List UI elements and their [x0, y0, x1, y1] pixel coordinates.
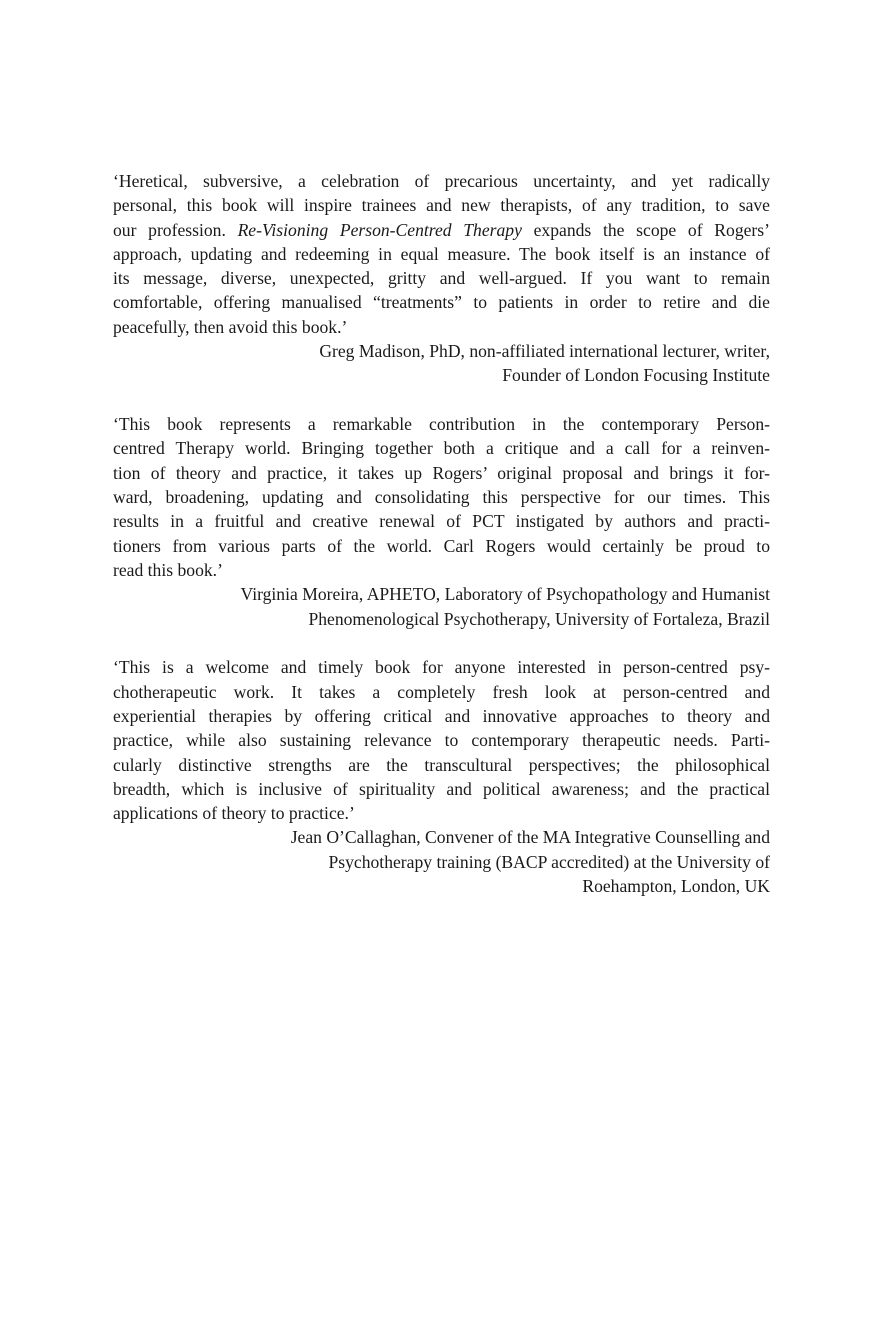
endorsement-madison	[113, 169, 770, 388]
quote-line: read this book.’	[113, 559, 223, 580]
endorsement-attribution	[113, 582, 770, 631]
quote-line: comfortable, offering manualised “treatments” to patients in order to retire and die	[113, 292, 770, 313]
quote-line: ‘Heretical, subversive, a celebration of precarious uncertainty, and yet radically	[113, 171, 770, 191]
quote-line: centred Therapy world. Bringing together both a critique and a call for a reinven-	[113, 438, 770, 459]
quote-line: ‘This book represents a remarkable contribution in the contemporary Person-	[113, 414, 770, 435]
attribution-line: Phenomenological Psychotherapy, University of Fortaleza, Brazil	[308, 608, 770, 629]
quote-line: practice, while also sustaining relevance to contemporary therapeutic needs. Parti-	[113, 730, 770, 751]
quote-line: experiential therapies by offering critical and innovative approaches to theory and	[113, 705, 770, 726]
quote-line: cularly distinctive strengths are the transcultural perspectives; the philosophical	[113, 754, 770, 775]
quote-line: chotherapeutic work. It takes a completely fresh look at person-centred and	[113, 681, 770, 702]
attribution-line: Psychotherapy training (BACP accredited) at the University of	[328, 851, 770, 872]
quote-line: approach, updating and redeeming in equal measure. The book itself is an instance of	[113, 243, 770, 264]
endorsement-moreira	[113, 412, 770, 631]
attribution-line: Founder of London Focusing Institute	[502, 365, 770, 386]
attribution-line: Greg Madison, PhD, non-affiliated international lecturer, writer,	[319, 341, 770, 362]
quote-line: tioners from various parts of the world. Carl Rogers would certainly be proud to	[113, 535, 770, 556]
endorsement-quote	[113, 655, 770, 825]
quote-line: ward, broadening, updating and consolidating this perspective for our times. This	[113, 487, 770, 508]
quote-line: its message, diverse, unexpected, gritty and well-argued. If you want to remain	[113, 268, 770, 289]
attribution-line: Jean O’Callaghan, Convener of the MA Integrative Counselling and	[290, 827, 770, 848]
quote-text: our profession.	[113, 219, 238, 240]
quote-line: peacefully, then avoid this book.’	[113, 316, 348, 337]
endorsement-attribution	[113, 825, 770, 898]
endorsement-quote	[113, 169, 770, 339]
quote-text: expands the scope of Rogers’	[521, 219, 770, 240]
book-title: Re-Visioning Person-Centred Therapy	[237, 219, 522, 240]
endorsement-attribution	[113, 339, 770, 388]
quote-line: tion of theory and practice, it takes up Rogers’ original proposal and brings it for-	[113, 462, 770, 483]
endorsement-quote	[113, 412, 770, 582]
attribution-line: Roehampton, London, UK	[582, 876, 770, 897]
quote-line: ‘This is a welcome and timely book for anyone interested in person-centred psy-	[113, 657, 770, 678]
attribution-line: Virginia Moreira, APHETO, Laboratory of Psychopathology and Humanist	[240, 584, 770, 605]
endorsement-ocallaghan	[113, 655, 770, 898]
quote-line: results in a fruitful and creative renewal of PCT instigated by authors and practi-	[113, 511, 770, 532]
quote-line: breadth, which is inclusive of spirituality and political awareness; and the practical	[113, 778, 770, 799]
quote-line: personal, this book will inspire trainees and new therapists, of any tradition, to save	[113, 195, 770, 216]
quote-line: applications of theory to practice.’	[113, 803, 355, 824]
quote-line	[113, 218, 770, 242]
endorsements-page	[113, 169, 770, 923]
